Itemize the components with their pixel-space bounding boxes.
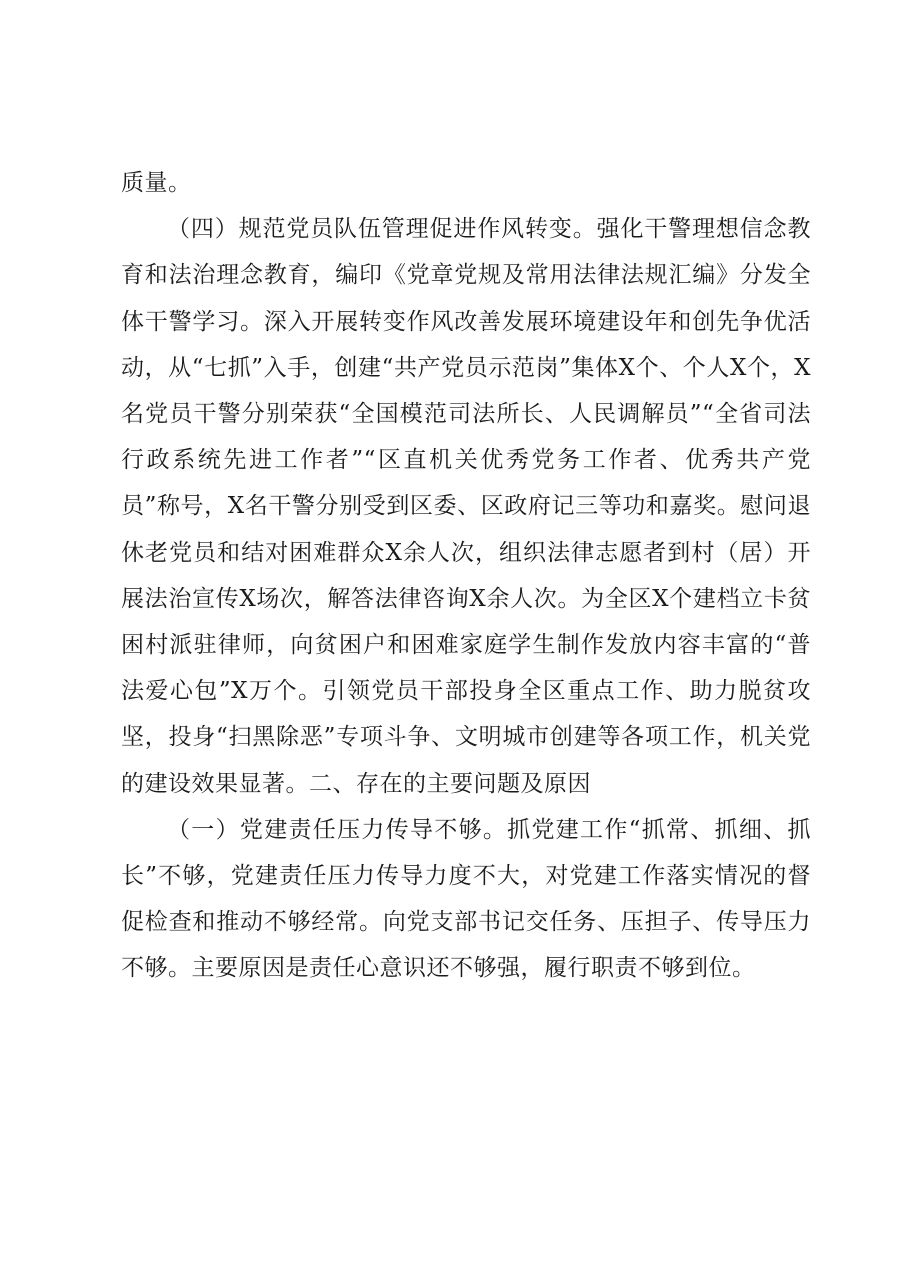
paragraph-problem-1: （一）党建责任压力传导不够。抓党建工作“抓常、抓细、抓长”不够，党建责任压力传导力度不大，对党建工作落实情况的督促检查和推动不够经常。向党支部书记交任务、压担子、传导压力不够。主要原因是责任心意识还不够强，履行职责不够到位。 xyxy=(121,816,811,982)
document-body xyxy=(121,160,811,992)
paragraph-section-4: （四）规范党员队伍管理促进作风转变。强化干警理想信念教育和法治理念教育，编印《党章党规及常用法律法规汇编》分发全体干警学习。深入开展转变作风改善发展环境建设年和创先争优活动，从“七抓”入手，创建“共产党员示范岗”集体X个、个人X个，X名党员干警分别荣获“全国模范司法所长、人民调解员”“全省司法行政系统先进工作者”“区直机关优秀党务工作者、优秀共产党员”称号，X名干警分别受到区委、区政府记三等功和嘉奖。慰问退休老党员和结对困难群众X余人次，组织法律志愿者到村（居）开展法治宣传X场次，解答法律咨询X余人次。为全区X个建档立卡贫困村派驻律师，向贫困户和困难家庭学生制作发放内容丰富的“普法爱心包”X万个。引领党员干部投身全区重点工作、助力脱贫攻坚，投身“扫黑除恶”专项斗争、文明城市创建等各项工作，机关党的建设效果显著。二、存在的主要问题及原因 xyxy=(121,216,811,797)
paragraph-continuation: 质量。 xyxy=(121,170,192,196)
